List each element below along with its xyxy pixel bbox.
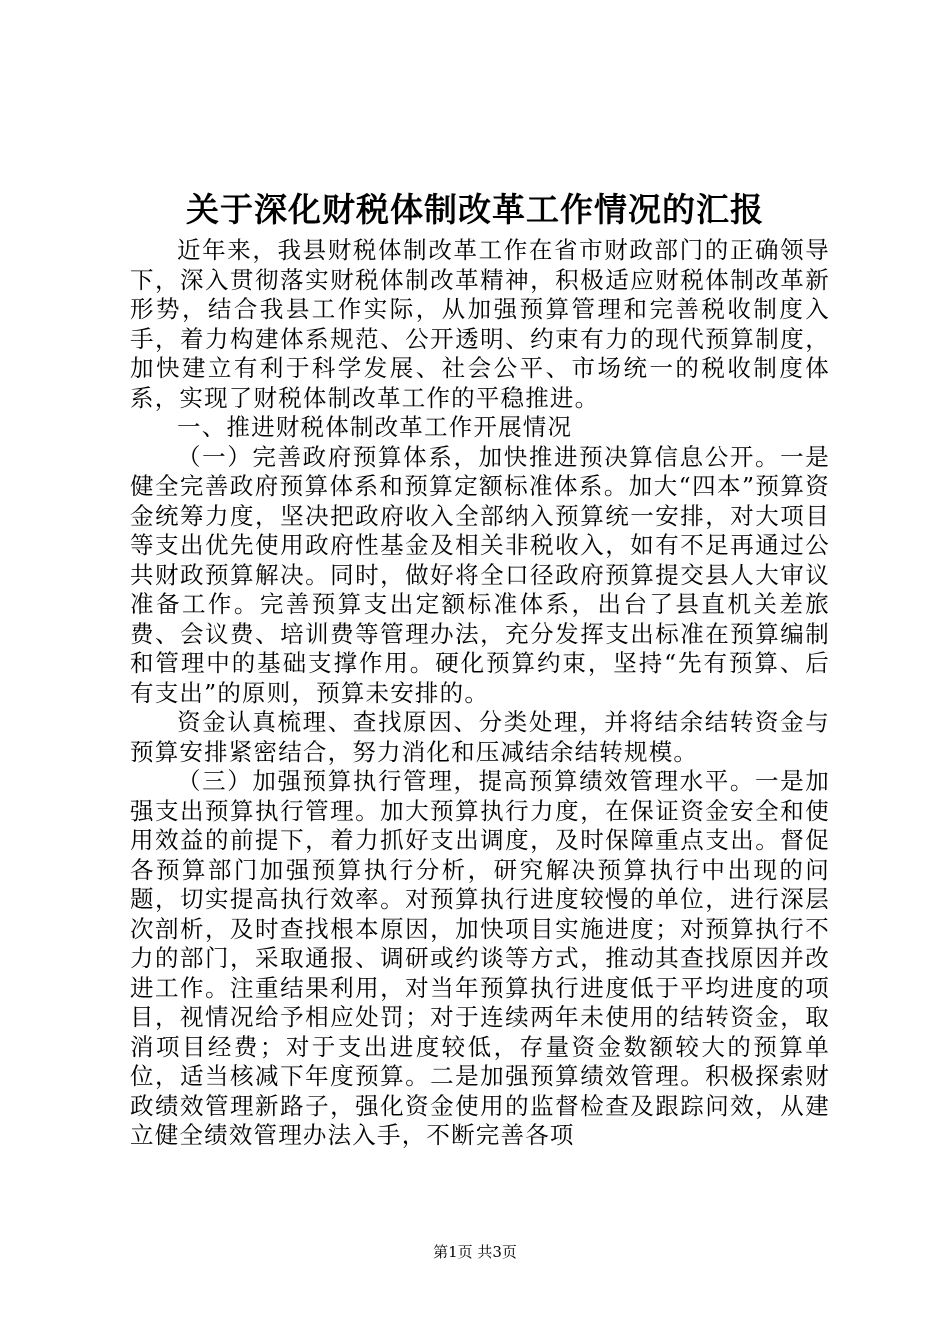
document-body [130, 236, 830, 1151]
paragraph-section-1: （一）完善政府预算体系，加快推进预决算信息公开。一是健全完善政府预算体系和预算定额标准体系。加大“四本”预算资金统筹力度，坚决把政府收入全部纳入预算统一安排，对大项目等支出优先使用政府性基金及相关非税收入，如有不足再通过公共财政预算解决。同时，做好将全口径政府预算提交县人大审议准备工作。完善预算支出定额标准体系，出台了县直机关差旅费、会议费、培训费等管理办法，充分发挥支出标准在预算编制和管理中的基础支撑作用。硬化预算约束，坚持“先有预算、后有支出”的原则，预算未安排的。 [130, 442, 830, 707]
page-number-footer: 第1页 共3页 [433, 1243, 517, 1261]
paragraph-section-3: （三）加强预算执行管理，提高预算绩效管理水平。一是加强支出预算执行管理。加大预算执行力度，在保证资金安全和使用效益的前提下，着力抓好支出调度，及时保障重点支出。督促各预算部门加强预算执行分析，研究解决预算执行中出现的问题，切实提高执行效率。对预算执行进度较慢的单位，进行深层次剖析，及时查找根本原因，加快项目实施进度；对预算执行不力的部门，采取通报、调研或约谈等方式，推动其查找原因并改进工作。注重结果利用，对当年预算执行进度低于平均进度的项目，视情况给予相应处罚；对于连续两年未使用的结转资金，取消项目经费；对于支出进度较低，存量资金数额较大的预算单位，适当核减下年度预算。二是加强预算绩效管理。积极探索财政绩效管理新路子，强化资金使用的监督检查及跟踪问效，从建立健全绩效管理办法入手，不断完善各项 [130, 767, 830, 1149]
section-heading: 一、推进财税体制改革工作开展情况 [177, 413, 573, 441]
paragraph-intro: 近年来，我县财税体制改革工作在省市财政部门的正确领导下，深入贯彻落实财税体制改革精神，积极适应财税体制改革新形势，结合我县工作实际，从加强预算管理和完善税收制度入手，着力构建体系规范、公开透明、约束有力的现代预算制度，加快建立有利于科学发展、社会公平、市场统一的税收制度体系，实现了财税体制改革工作的平稳推进。 [130, 236, 830, 412]
paragraph-continuation: 资金认真梳理、查找原因、分类处理，并将结余结转资金与预算安排紧密结合，努力消化和压减结余结转规模。 [130, 708, 830, 766]
document-title: 关于深化财税体制改革工作情况的汇报 [186, 190, 764, 229]
